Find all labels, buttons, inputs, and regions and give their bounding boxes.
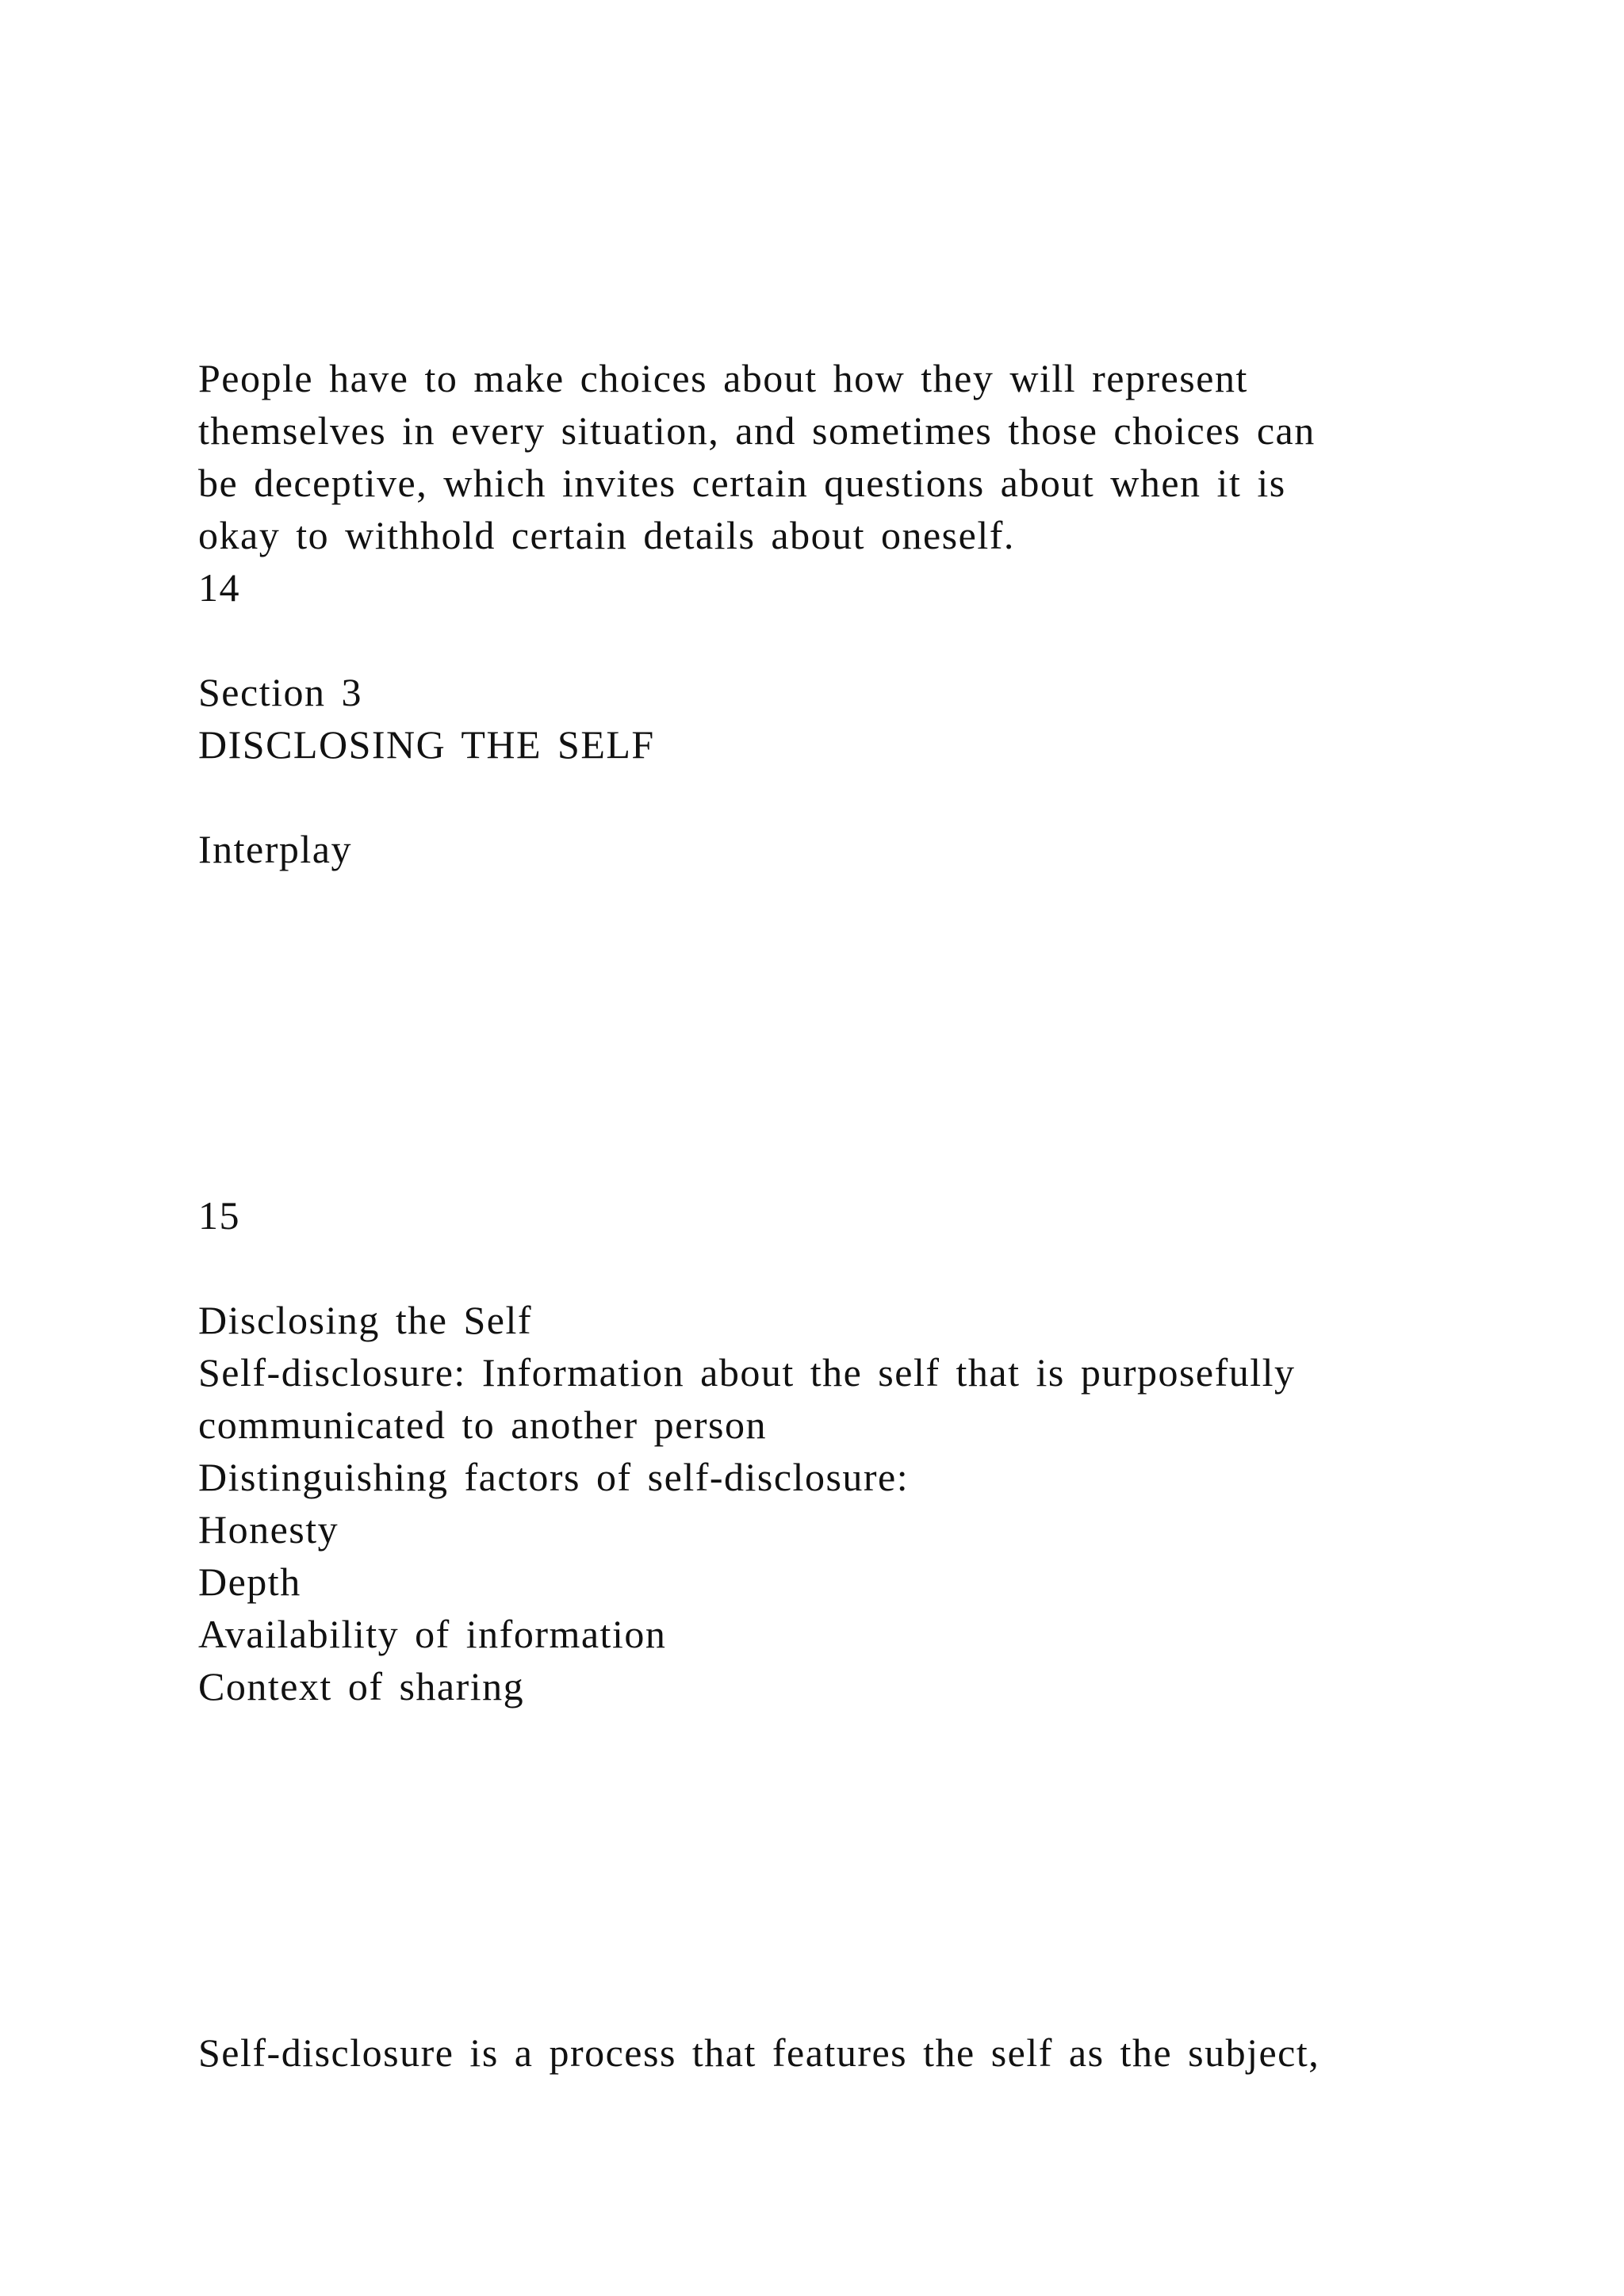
- paragraph-line: okay to withhold certain details about oneself.: [198, 513, 1015, 557]
- factor-item: Availability of information: [198, 1612, 667, 1656]
- factors-heading: Distinguishing factors of self-disclosure:: [198, 1455, 910, 1499]
- paragraph-line: People have to make choices about how they will represent: [198, 356, 1248, 400]
- slide-title: Disclosing the Self: [198, 1298, 533, 1342]
- factor-item: Depth: [198, 1559, 301, 1604]
- section-title: DISCLOSING THE SELF: [198, 722, 655, 767]
- definition-line: Self-disclosure: Information about the self that is purposefully: [198, 1350, 1296, 1395]
- page-number: 14: [198, 565, 240, 610]
- page-number: 15: [198, 1193, 240, 1238]
- section-label: Section 3: [198, 670, 362, 714]
- factor-item: Context of sharing: [198, 1664, 525, 1709]
- factor-item: Honesty: [198, 1507, 339, 1552]
- closing-line: Self-disclosure is a process that features the self as the subject,: [198, 2030, 1320, 2075]
- definition-line: communicated to another person: [198, 1402, 767, 1447]
- interplay-label: Interplay: [198, 827, 352, 871]
- paragraph-line: themselves in every situation, and sometimes those choices can: [198, 408, 1316, 453]
- paragraph-line: be deceptive, which invites certain questions about when it is: [198, 461, 1286, 505]
